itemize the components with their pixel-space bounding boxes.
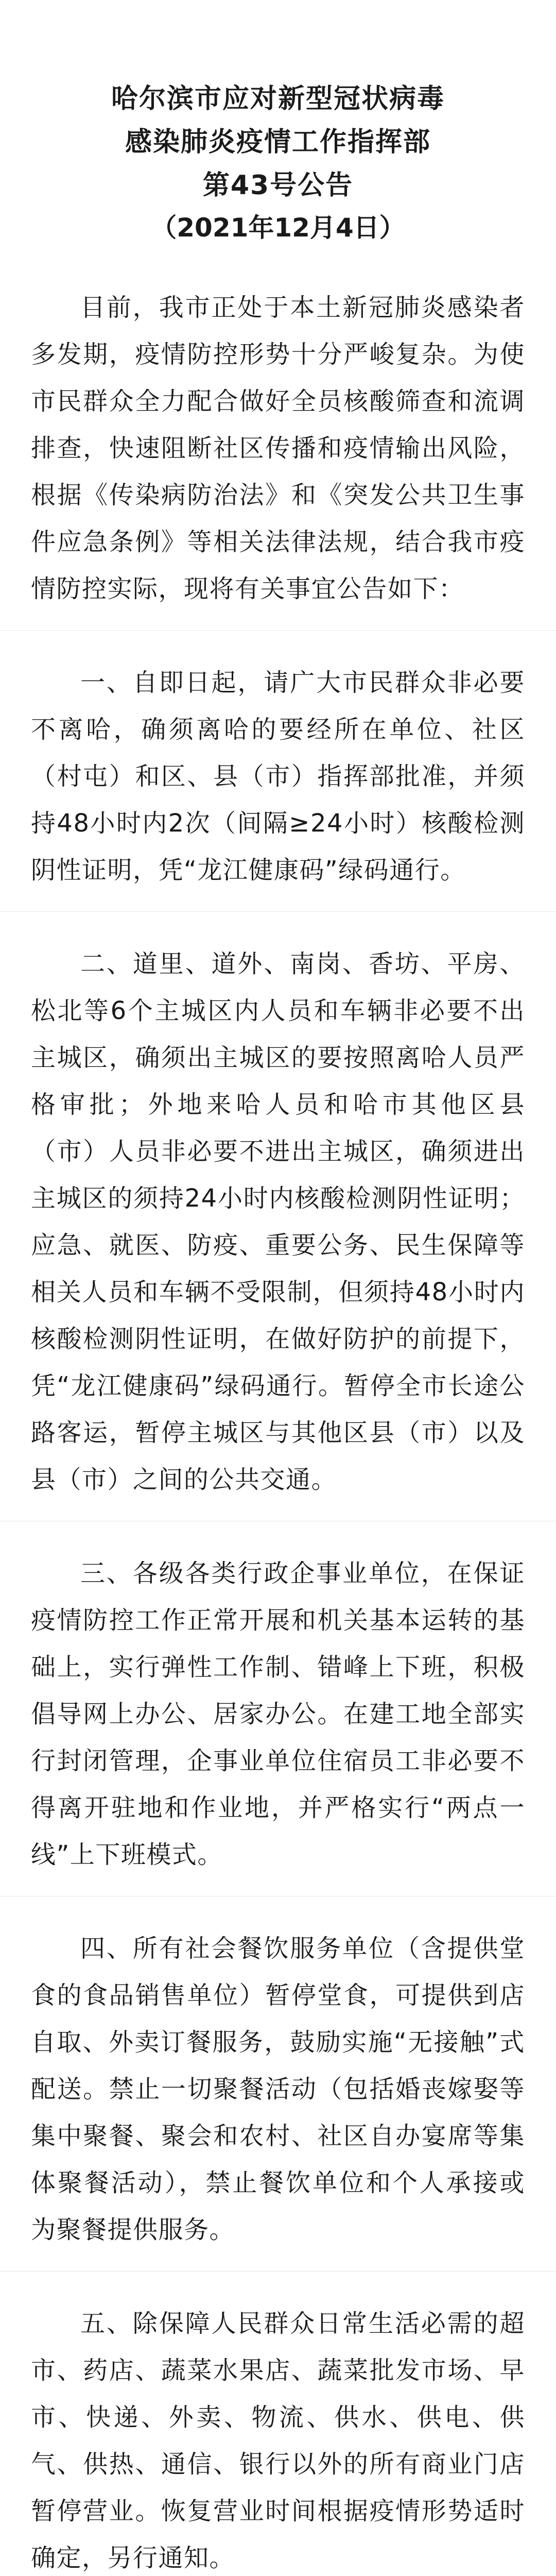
title-line-1: 哈尔滨市应对新型冠状病毒 <box>111 83 445 114</box>
section-divider <box>0 911 556 912</box>
section-2-paragraph: 二、道里、道外、南岗、香坊、平房、松北等6个主城区内人员和车辆非必要不出主城区，确须出主城区的要按照离哈人员严格审批；外地来哈人员和哈市其他区县（市）人员非必要不进出主城区，确须进出主城区的须持24小时内核酸检测阴性证明；应急、就医、防疫、重要公务、民生保障等相关人员和车辆不受限制，但须持48小时内核酸检测阴性证明，在做好防护的前提下，凭“龙江健康码”绿码通行。暂停全市长途公路客运，暂停主城区与其他区县（市）以及县（市）之间的公共交通。 <box>31 950 525 1494</box>
section-3-paragraph: 三、各级各类行政企事业单位，在保证疫情防控工作正常开展和机关基本运转的基础上，实行弹性工作制、错峰上下班，积极倡导网上办公、居家办公。在建工地全部实行封闭管理，企事业单位住宿员工非必要不得离开驻地和作业地，并严格实行“两点一线”上下班模式。 <box>31 1559 525 1869</box>
announcement-date: （2021年12月4日） <box>151 213 405 243</box>
section-4-paragraph: 四、所有社会餐饮服务单位（含提供堂食的食品销售单位）暂停堂食，可提供到店自取、外卖订餐服务，鼓励实施“无接触”式配送。禁止一切聚餐活动（包括婚丧嫁娶等集中聚餐、聚会和农村、社区自办宴席等集体聚餐活动），禁止餐饮单位和个人承接或为聚餐提供服务。 <box>31 1934 525 2244</box>
section-5-paragraph: 五、除保障人民群众日常生活必需的超市、药店、蔬菜水果店、蔬菜批发市场、早市、快递、外卖、物流、供水、供电、供气、供热、通信、银行以外的所有商业门店暂停营业。恢复营业时间根据疫情形势适时确定，另行通知。 <box>31 2309 525 2572</box>
announcement-header <box>31 77 525 248</box>
intro-paragraph: 目前，我市正处于本土新冠肺炎感染者多发期，疫情防控形势十分严峻复杂。为使市民群众全力配合做好全员核酸筛查和流调排查，快速阻断社区传播和疫情输出风险，根据《传染病防治法》和《突发公共卫生事件应急条例》等相关法律法规，结合我市疫情防控实际，现将有关事宜公告如下： <box>31 293 525 603</box>
title-line-2: 感染肺炎疫情工作指挥部 <box>125 127 431 158</box>
section-divider <box>0 630 556 631</box>
section-divider <box>0 2271 556 2272</box>
section-1-paragraph: 一、自即日起，请广大市民群众非必要不离哈，确须离哈的要经所在单位、社区（村屯）和区、县（市）指挥部批准，并须持48小时内2次（间隔≥24小时）核酸检测阴性证明，凭“龙江健康码”绿码通行。 <box>31 668 525 885</box>
announcement-number: 第43号公告 <box>202 170 354 201</box>
